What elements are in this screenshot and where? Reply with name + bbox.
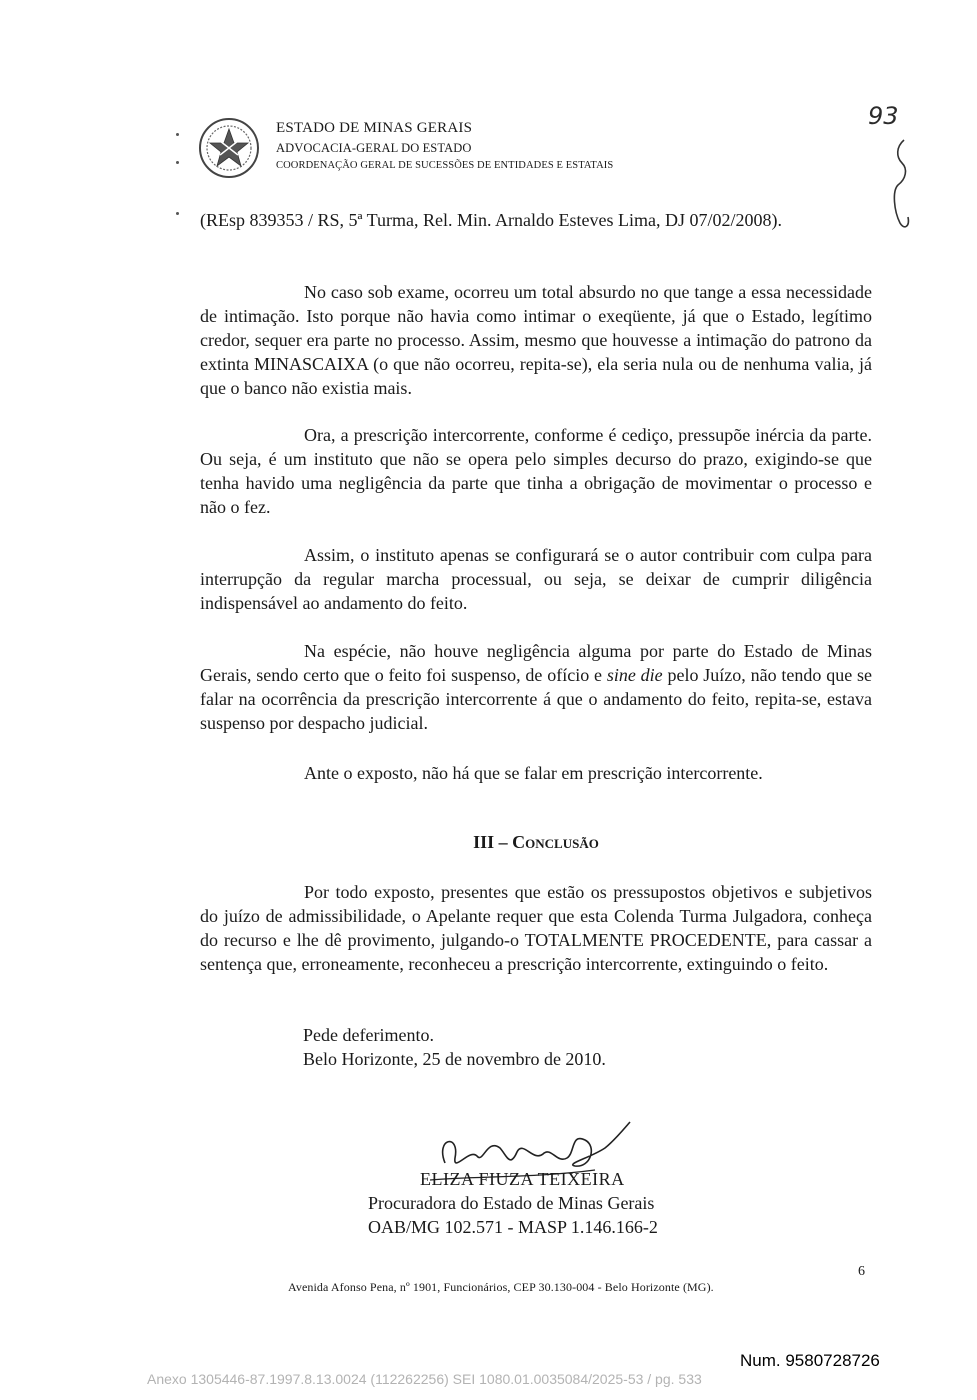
paragraph-2 [200, 423, 872, 519]
paragraph-3-text: Assim, o instituto apenas se configurará se o autor contribuir com culpa para interrupção da regular marcha processual, ou seja, se deixar de cumprir diligência indispensável ao andamento do feito. [200, 545, 872, 613]
paragraph-2-text: Ora, a prescrição intercorrente, conforme é cediço, pressupõe inércia da parte. Ou seja, é um instituto que não se opera pelo simples decurso do prazo, exigindo-se que tenha havido uma negligência da parte que tinha a obrigação de movimentar o processo e não o fez. [200, 425, 872, 517]
signatory-role: Procuradora do Estado de Minas Gerais [368, 1193, 655, 1213]
paragraph-5-text: Ante o exposto, não há que se falar em prescrição intercorrente. [304, 763, 763, 783]
paragraph-5 [200, 761, 872, 785]
paragraph-4-part-a: Na espécie, não houve negligência alguma por parte do Estado de Minas Gerais, sendo certo que o feito foi suspenso, de ofício e [200, 641, 872, 685]
annex-reference-line: Anexo 1305446-87.1997.8.13.0024 (112262256) SEI 1080.01.0035084/2025-53 / pg. 533 [147, 1371, 702, 1387]
paragraph-1-text: No caso sob exame, ocorreu um total absurdo no que tange a essa necessidade de intimação. Isto porque não havia como intimar o exeqüente, já que o Estado, legítimo credor, sequer era parte no processo. Assim, mesmo que houvesse a intimação do patrono da extinta MINASCAIXA (o que não ocorreu, repita-se), ela seria nula ou de nenhuma valia, já que o banco não existia mais. [200, 282, 872, 398]
closing-block [303, 1023, 606, 1071]
signatory-registration: OAB/MG 102.571 - MASP 1.146.166-2 [368, 1217, 658, 1237]
margin-dot [176, 161, 179, 164]
closing-request: Pede deferimento. [303, 1025, 434, 1045]
page-number: 6 [858, 1264, 865, 1279]
letterhead-department: COORDENAÇÃO GERAL DE SUCESSÕES DE ENTIDADES E ESTATAIS [276, 160, 614, 171]
footer-address: Avenida Afonso Pena, nº 1901, Funcionários, CEP 30.130-004 - Belo Horizonte (MG). [288, 1280, 714, 1294]
section-heading-title: Conclusão [512, 832, 599, 852]
conclusion-text: Por todo exposto, presentes que estão os pressupostos objetivos e subjetivos do juízo de admissibilidade, o Apelante requer que esta Colenda Turma Julgadora, conheça do recurso e lhe dê provimento, julgando-o TOTALMENTE PROCEDENTE, para cassar a sentença que, erroneamente, reconheceu a prescrição intercorrente, extinguindo o feito. [200, 882, 872, 974]
paragraph-4-text [200, 639, 872, 735]
letterhead-agency: ADVOCACIA-GERAL DO ESTADO [276, 141, 472, 155]
section-heading-prefix: III – [473, 832, 513, 852]
handwritten-page-mark: 93 [868, 102, 899, 130]
paragraph-4-part-b: pelo Juízo, não tendo que se falar na ocorrência da prescrição intercorrente á que o andamento do feito, repita-se, estava suspenso por despacho judicial. [200, 665, 872, 733]
paragraph-4-italic: sine die [606, 665, 663, 685]
margin-dot [176, 212, 179, 215]
citation-paragraph [200, 208, 872, 232]
document-number-stamp: Num. 9580728726 [740, 1351, 880, 1370]
closing-place-date: Belo Horizonte, 25 de novembro de 2010. [303, 1049, 606, 1069]
state-seal-logo [198, 117, 260, 179]
margin-dot [176, 133, 179, 136]
citation-text: (REsp 839353 / RS, 5ª Turma, Rel. Min. Arnaldo Esteves Lima, DJ 07/02/2008). [200, 210, 782, 230]
section-heading [200, 832, 872, 853]
conclusion-paragraph [200, 880, 872, 976]
paragraph-4 [200, 639, 872, 735]
letterhead-state: ESTADO DE MINAS GERAIS [276, 120, 473, 136]
signatory-name: ELIZA FIUZA TEIXEIRA [420, 1169, 625, 1189]
handwritten-initial-icon [886, 135, 916, 235]
paragraph-3 [200, 543, 872, 615]
paragraph-1 [200, 280, 872, 400]
